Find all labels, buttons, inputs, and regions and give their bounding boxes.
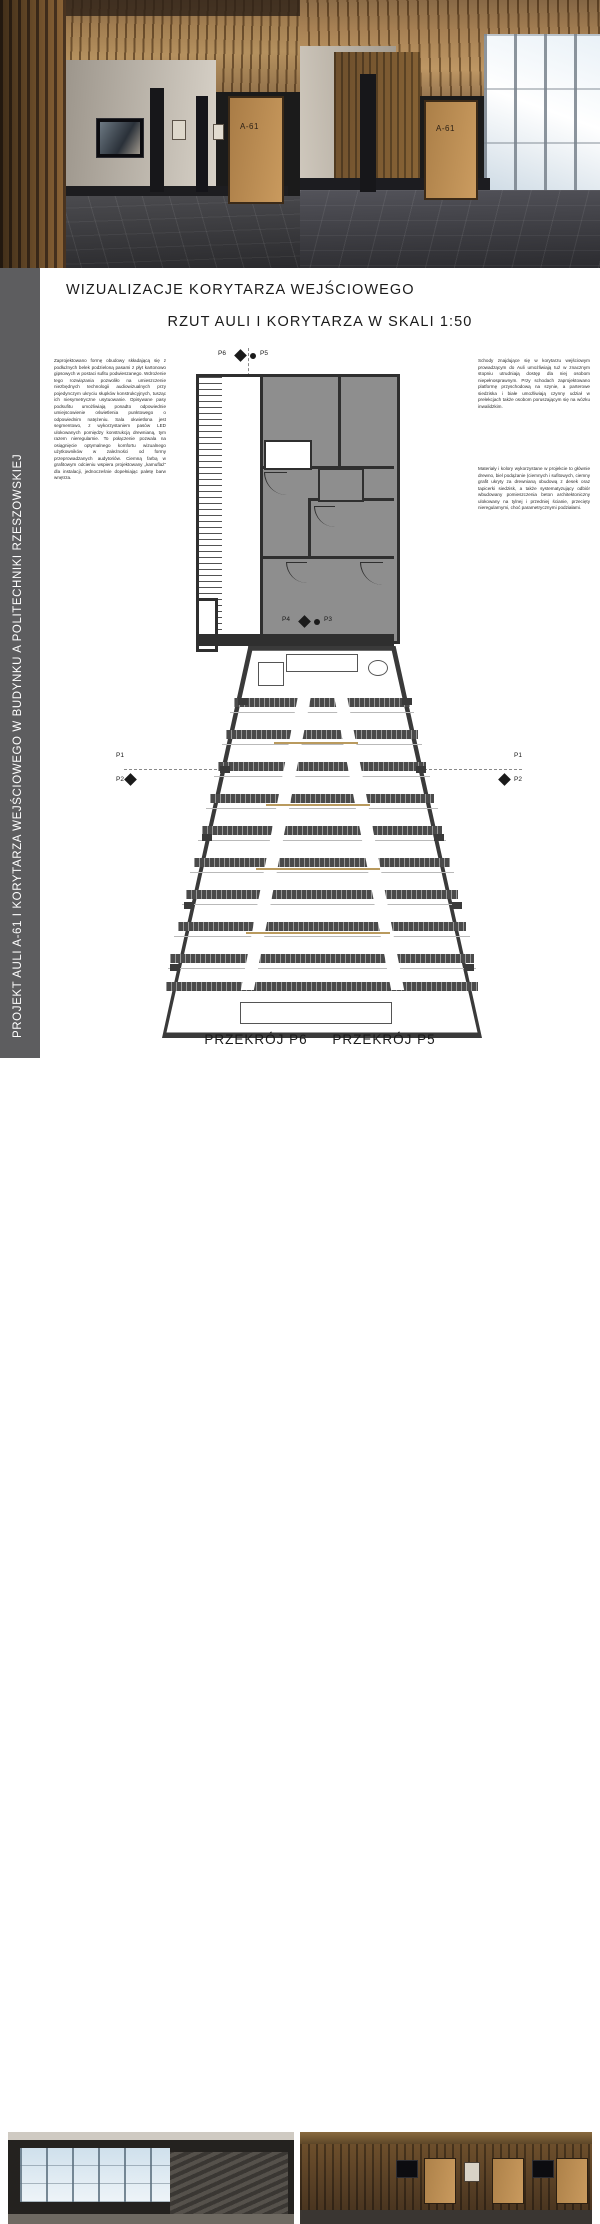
marker-label-p5: P5 [260,350,268,357]
section-render-p6 [8,2132,294,2224]
seat-row [234,698,410,707]
structural-column [416,766,426,773]
heading-visualisations: WIZUALIZACJE KORYTARZA WEJŚCIOWEGO [66,282,415,298]
partition-wall [308,498,311,558]
seat-row [186,890,458,899]
partition-wall [338,374,341,466]
floor-plan [116,348,522,1038]
description-right-1: Schody znajdujące się w korytarzu wejściowym prowadzącym do Auli umożliwiają tuż w znacznym stopniu utrudniają dostęp dla niej osobom niepełnosprawnym. Przy schodach zaprojektowano platformę przyschodową na szynie, a parterowe siedziska i białe umożliwiają czynny udział w prelekcjach także osobom poruszającym się na wózku inwalidzkim. [478,358,590,409]
information-display-screen [532,2160,554,2178]
row-step-line [168,968,476,969]
wall-poster [213,124,224,140]
accent-line [256,868,380,870]
marker-diamond-p6 [234,349,247,362]
door-room-number: A-61 [436,124,455,133]
wood-clad-wall [334,52,420,192]
render-corridor-slat-wall [0,0,300,268]
structural-column [238,698,248,705]
row-step-line [174,936,470,937]
rear-projection-booth [240,1002,392,1024]
marker-circle-p3 [314,619,320,625]
corridor-stair-hatching [198,376,222,636]
wall-poster [172,120,186,140]
row-step-line [230,712,414,713]
heading-section-p5: PRZEKRÓJ P5 [332,1032,436,1047]
partition-wall [260,556,394,559]
section-window-glazing [20,2148,170,2202]
window-glazing [484,34,600,204]
marker-label-p4: P4 [282,616,290,623]
section-floor-slab [300,2210,592,2224]
auditorium-door [556,2158,588,2204]
description-left: Zaprojektowano formę obudowy składającą się z podłużnych belek podzieloną pasami z płyt kartonowo gipsowych w postaci sufitu podwieszanego. Wdrożenie tego rozwiązania pozwoliło na umieszczenie niezbędnych technologii audiowizualnych przy pojedynczym ukryciu słupków konstrukcyjnych, tusząc ich niesymetryczne usytuowanie. Opisywane pasy podsufitu umożliwiają ponadto odpowiednie umiejscowienie oświetlenia punktowego o odpowiednim natężeniu. Sala okwietlona jest segmentowo, z wykorzystaniem pasów LED ulokowanych pomiędzy konstrukcją drewnianą, tym razem nieregularnie. To połączenie pozwala na osiągnięcie optymalnego komfortu wizualnego użytkowników w zależności od formy przeprowadzanych audytoriów. Ciemną farbą w grafitowym odcieniu wspiera projektowany „kamuflaż” dla instalacji, jednocześnie dopełniając paletę barw wnętrza. [54,358,166,481]
sheet-content [48,272,592,1054]
sections-strip [0,1066,600,1200]
auditorium-plan [162,646,482,1038]
auditorium-door [228,96,284,204]
section-ceiling-slab [300,2132,592,2144]
auditorium-door [424,100,478,200]
section-floor-slab [8,2214,294,2224]
row-step-line [222,744,422,745]
auditorium-rear-wall [196,634,394,646]
marker-diamond-p2-right [498,773,511,786]
row-step-line [190,872,454,873]
heading-plan: RZUT AULI I KORYTARZA W SKALI 1:50 [167,314,473,330]
structural-column [402,698,412,705]
wall-poster [464,2162,480,2182]
structural-column [220,766,230,773]
marker-circle-p5 [250,353,256,359]
structural-column [464,964,474,971]
seat-row [166,982,478,991]
seat-row [218,762,426,771]
row-step-line [182,904,462,905]
marker-label-p2-right: P2 [514,776,522,783]
marker-label-p6: P6 [218,350,226,357]
door-room-number: A-61 [240,122,259,131]
heading-section-p6: PRZEKRÓJ P6 [204,1032,308,1047]
marker-label-p1-left: P1 [116,752,124,759]
seat-row [178,922,466,931]
wood-slat-wall [0,0,66,268]
structural-column [184,902,194,909]
structural-column [434,834,444,841]
seat-row [170,954,474,963]
information-display-screen [96,118,144,158]
accent-line [266,804,370,806]
row-step-line [198,840,446,841]
dark-doorway [360,74,376,192]
auditorium-door [424,2158,456,2204]
seat-row [210,794,434,803]
seat-row [202,826,442,835]
lectern-desk [286,654,358,672]
seat-row [226,730,418,739]
description-right-2: Materiały i kolory wykorzystane w projekcie to głównie drewno, biel podążanie (ciemnych i sufitowych, ciemny grafit ukryty za drewnianą obudową z desek oraz tapicerki siedzisk, a także systematyzujący odbiór wbudowany pomieszczenia beton architektoniczny ulokowany na tylnej i przedniej ścianie, przecięty nieregularnymi, choć parametrycznymi podziałami. [478,466,590,511]
stage-table [368,660,388,676]
marker-diamond-p2-left [124,773,137,786]
dark-doorway [150,88,164,192]
structural-column [170,964,180,971]
vertical-title-bar [0,268,40,1058]
stage-element [258,662,284,686]
service-room [264,440,312,470]
structural-column [452,902,462,909]
marker-label-p2-left: P2 [116,776,124,783]
row-step-line [206,808,438,809]
visualisation-strip [0,0,600,268]
row-step-line [214,776,430,777]
accent-line [246,932,390,934]
structural-column [202,834,212,841]
marker-label-p1-right: P1 [514,752,522,759]
marker-label-p3: P3 [324,616,332,623]
heading-sections [40,1032,600,1047]
project-title: PROJEKT AULI A-61 I KORYTARZA WEJŚCIOWEGO W BUDYNKU A POLITECHNIKI RZESZOWSKIEJ [12,453,24,1038]
tiled-floor [300,190,600,268]
auditorium-door [492,2158,524,2204]
information-display-screen [396,2160,418,2178]
accent-line [274,742,358,744]
section-roof-slab [8,2132,294,2140]
drawing-sheet [40,268,600,1058]
dark-doorway [196,96,208,192]
seat-row [194,858,450,867]
section-render-p5 [300,2132,592,2224]
service-room [318,468,364,502]
render-corridor-windows [300,0,600,268]
